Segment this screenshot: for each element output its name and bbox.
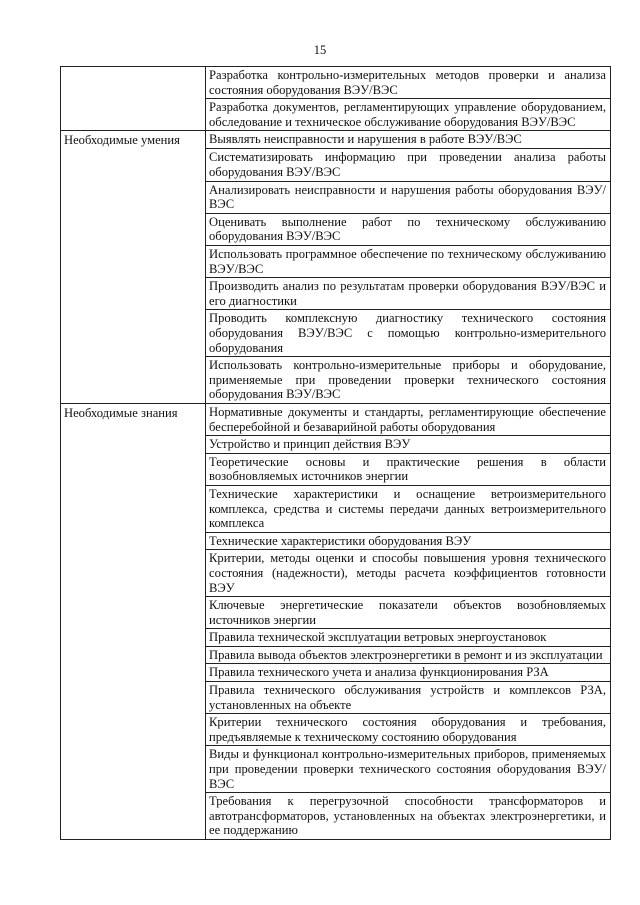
group-label-cell: [61, 597, 206, 629]
table-row: [61, 310, 611, 357]
requirement-item: Проводить комплексную диагностику технического состояния оборудования ВЭУ/ВЭС с помощью контрольно-измерительного оборудования: [206, 310, 611, 357]
table-row: [61, 213, 611, 245]
group-label-cell: Необходимые знания: [61, 403, 206, 435]
group-label-cell: [61, 646, 206, 664]
table-row: [61, 278, 611, 310]
table-row: [61, 485, 611, 532]
group-label-cell: [61, 149, 206, 181]
requirement-item: Выявлять неисправности и нарушения в работе ВЭУ/ВЭС: [206, 131, 611, 149]
requirement-item: Критерии, методы оценки и способы повышения уровня технического состояния (надежности), методы расчета коэффициентов готовности ВЭУ: [206, 550, 611, 597]
requirement-item: Нормативные документы и стандарты, регламентирующие обеспечение бесперебойной и безаварийной работы оборудования: [206, 403, 611, 435]
group-label-cell: [61, 453, 206, 485]
table-row: [61, 793, 611, 840]
requirement-item: Анализировать неисправности и нарушения работы оборудования ВЭУ/ВЭС: [206, 181, 611, 213]
table-row: [61, 357, 611, 404]
table-row: [61, 246, 611, 278]
requirement-item: Виды и функционал контрольно-измерительных приборов, применяемых при проведении проверки технического состояния оборудования ВЭУ/ВЭС: [206, 746, 611, 793]
table-row: [61, 149, 611, 181]
group-label-cell: [61, 664, 206, 682]
requirement-item: Требования к перегрузочной способности трансформаторов и автотрансформаторов, установленных на объектах электроэнергетики, и ее поддержанию: [206, 793, 611, 840]
group-label-cell: [61, 532, 206, 550]
requirement-item: Технические характеристики и оснащение ветроизмерительного комплекса, средства и системы передачи данных ветроизмерительного комплекса: [206, 485, 611, 532]
group-label-cell: Необходимые умения: [61, 131, 206, 149]
requirement-item: Правила технической эксплуатации ветровых энергоустановок: [206, 629, 611, 647]
page-number: 15: [313, 43, 327, 57]
group-label-cell: [61, 714, 206, 746]
table-row: [61, 646, 611, 664]
table-row: [61, 131, 611, 149]
table-row: [61, 682, 611, 714]
group-label-cell: [61, 485, 206, 532]
requirement-item: Ключевые энергетические показатели объектов возобновляемых источников энергии: [206, 597, 611, 629]
table-row: [61, 532, 611, 550]
table-row: [61, 453, 611, 485]
table-row: [61, 99, 611, 131]
table-row: [61, 664, 611, 682]
group-label-cell: [61, 746, 206, 793]
table-row: [61, 714, 611, 746]
table-row: [61, 550, 611, 597]
group-label-cell: [61, 436, 206, 454]
group-label-cell: [61, 793, 206, 840]
requirement-item: Разработка контрольно-измерительных методов проверки и анализа состояния оборудования ВЭУ/ВЭС: [206, 67, 611, 99]
requirement-item: Технические характеристики оборудования ВЭУ: [206, 532, 611, 550]
group-label-cell: [61, 550, 206, 597]
requirement-item: Разработка документов, регламентирующих управление оборудованием, обследование и техническое обслуживание оборудования ВЭУ/ВЭС: [206, 99, 611, 131]
requirement-item: Критерии технического состояния оборудования и требования, предъявляемые к техническому состоянию оборудования: [206, 714, 611, 746]
group-label-cell: [61, 278, 206, 310]
group-label-cell: [61, 310, 206, 357]
requirement-item: Оценивать выполнение работ по техническому обслуживанию оборудования ВЭУ/ВЭС: [206, 213, 611, 245]
requirement-item: Правила технического обслуживания устройств и комплексов РЗА, установленных на объекте: [206, 682, 611, 714]
requirements-table: [60, 66, 611, 840]
requirement-item: Использовать контрольно-измерительные приборы и оборудование, применяемые при проведении проверки технического состояния оборудования ВЭУ/ВЭС: [206, 357, 611, 404]
group-label-cell: [61, 246, 206, 278]
requirements-table-body: [61, 67, 611, 840]
requirement-item: Правила технического учета и анализа функционирования РЗА: [206, 664, 611, 682]
group-label-cell: [61, 357, 206, 404]
table-row: [61, 629, 611, 647]
requirement-item: Теоретические основы и практические решения в области возобновляемых источников энергии: [206, 453, 611, 485]
table-row: [61, 436, 611, 454]
group-label-cell: [61, 99, 206, 131]
group-label-cell: [61, 181, 206, 213]
table-row: [61, 403, 611, 435]
requirement-item: Систематизировать информацию при проведении анализа работы оборудования ВЭУ/ВЭС: [206, 149, 611, 181]
table-row: [61, 181, 611, 213]
requirement-item: Устройство и принцип действия ВЭУ: [206, 436, 611, 454]
table-row: [61, 746, 611, 793]
group-label-cell: [61, 682, 206, 714]
requirement-item: Производить анализ по результатам проверки оборудования ВЭУ/ВЭС и его диагностики: [206, 278, 611, 310]
requirement-item: Правила вывода объектов электроэнергетики в ремонт и из эксплуатации: [206, 646, 611, 664]
table-row: [61, 597, 611, 629]
group-label-cell: [61, 67, 206, 99]
table-row: [61, 67, 611, 99]
requirement-item: Использовать программное обеспечение по техническому обслуживанию ВЭУ/ВЭС: [206, 246, 611, 278]
group-label-cell: [61, 629, 206, 647]
group-label-cell: [61, 213, 206, 245]
